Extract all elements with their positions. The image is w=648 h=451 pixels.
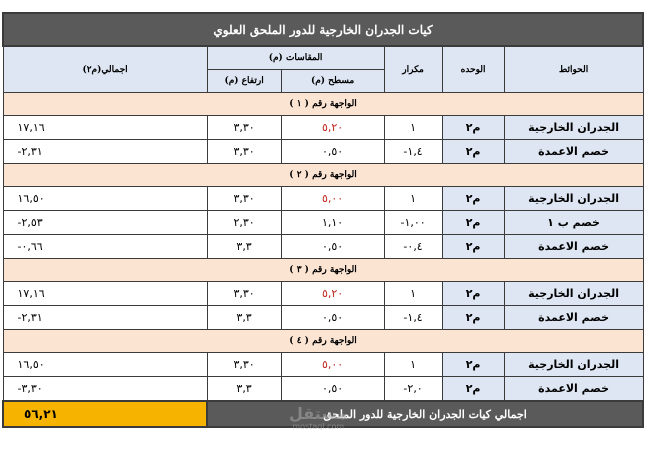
area-cell: ٠,٥٠ <box>281 377 384 402</box>
unit-cell: م٢ <box>442 306 504 330</box>
repeat-cell: ١,٤- <box>384 140 442 164</box>
total-cell: ٠,٦٦- <box>3 235 207 259</box>
repeat-cell: ١ <box>384 282 442 306</box>
summary-row <box>3 401 643 427</box>
height-cell: ٣,٣ <box>207 235 281 259</box>
table-row <box>3 140 643 164</box>
section-header-row <box>3 259 643 282</box>
item-cell: الجدران الخارجية <box>504 353 643 377</box>
area-cell: ٥,٠٠ <box>281 187 384 211</box>
table-row <box>3 211 643 235</box>
total-cell: ٢,٥٣- <box>3 211 207 235</box>
total-cell: ١٦,٥٠ <box>3 187 207 211</box>
repeat-cell: ١ <box>384 187 442 211</box>
unit-cell: م٢ <box>442 353 504 377</box>
area-cell: ٥,٢٠ <box>281 282 384 306</box>
height-cell: ٣,٣ <box>207 377 281 402</box>
watermark-site: mostaql.com <box>292 422 345 431</box>
unit-cell: م٢ <box>442 377 504 402</box>
title-row <box>3 13 643 46</box>
repeat-cell: ١,٤- <box>384 306 442 330</box>
section-label: الواجهة رقم ( ٣ ) <box>3 259 643 282</box>
table-row <box>3 353 643 377</box>
quantities-sheet <box>2 12 642 428</box>
section-label: الواجهة رقم ( ١ ) <box>3 93 643 116</box>
item-cell: الجدران الخارجية <box>504 187 643 211</box>
area-cell: ٠,٥٠ <box>281 235 384 259</box>
area-cell: ٠,٥٠ <box>281 306 384 330</box>
header-dimensions: المقاسات (م) <box>207 46 384 70</box>
repeat-cell: ٠,٤- <box>384 235 442 259</box>
item-cell: خصم الاعمدة <box>504 377 643 402</box>
section-label: الواجهة رقم ( ٤ ) <box>3 330 643 353</box>
unit-cell: م٢ <box>442 211 504 235</box>
table-row <box>3 116 643 140</box>
table-row <box>3 282 643 306</box>
height-cell: ٣,٣٠ <box>207 116 281 140</box>
unit-cell: م٢ <box>442 116 504 140</box>
table-row <box>3 306 643 330</box>
section-header-row <box>3 330 643 353</box>
table-row <box>3 187 643 211</box>
repeat-cell: ١ <box>384 353 442 377</box>
summary-value: ٥٦,٢١ <box>3 401 207 427</box>
total-cell: ١٧,١٦ <box>3 116 207 140</box>
table-row <box>3 377 643 402</box>
header-item: الحوائط <box>504 46 643 93</box>
unit-cell: م٢ <box>442 235 504 259</box>
area-cell: ١,١٠ <box>281 211 384 235</box>
total-cell: ٢,٣١- <box>3 306 207 330</box>
area-cell: ٠,٥٠ <box>281 140 384 164</box>
section-header-row <box>3 93 643 116</box>
unit-cell: م٢ <box>442 140 504 164</box>
item-cell: خصم الاعمدة <box>504 306 643 330</box>
item-cell: خصم الاعمدة <box>504 235 643 259</box>
header-unit: الوحده <box>442 46 504 93</box>
section-label: الواجهة رقم ( ٢ ) <box>3 164 643 187</box>
item-cell: خصم الاعمدة <box>504 140 643 164</box>
repeat-cell: ٢,٠- <box>384 377 442 402</box>
summary-label: اجمالي كيات الجدران الخارجية للدور الملحق <box>207 401 643 427</box>
area-cell: ٥,٢٠ <box>281 116 384 140</box>
wall-quantities-table <box>2 12 644 428</box>
total-cell: ١٧,١٦ <box>3 282 207 306</box>
section-header-row <box>3 164 643 187</box>
unit-cell: م٢ <box>442 187 504 211</box>
total-cell: ٣,٣٠- <box>3 377 207 402</box>
height-cell: ٣,٣٠ <box>207 140 281 164</box>
header-repeat: مكرار <box>384 46 442 93</box>
item-cell: خصم ب ١ <box>504 211 643 235</box>
height-cell: ٣,٣٠ <box>207 282 281 306</box>
height-cell: ٣,٣ <box>207 306 281 330</box>
area-cell: ٥,٠٠ <box>281 353 384 377</box>
item-cell: الجدران الخارجية <box>504 282 643 306</box>
unit-cell: م٢ <box>442 282 504 306</box>
repeat-cell: ١,٠٠- <box>384 211 442 235</box>
item-cell: الجدران الخارجية <box>504 116 643 140</box>
header-height: ارتفاع (م) <box>207 70 281 93</box>
header-row <box>3 46 643 70</box>
header-area: مسطح (م) <box>281 70 384 93</box>
total-cell: ٢,٣١- <box>3 140 207 164</box>
table-title: كيات الجدران الخارجية للدور الملحق العلوي <box>3 13 643 46</box>
watermark-logo: مستقل <box>289 404 348 423</box>
total-cell: ١٦,٥٠ <box>3 353 207 377</box>
height-cell: ٢,٣٠ <box>207 211 281 235</box>
height-cell: ٣,٣٠ <box>207 353 281 377</box>
repeat-cell: ١ <box>384 116 442 140</box>
header-total: اجمالي(م٢) <box>3 46 207 93</box>
height-cell: ٣,٣٠ <box>207 187 281 211</box>
table-row <box>3 235 643 259</box>
